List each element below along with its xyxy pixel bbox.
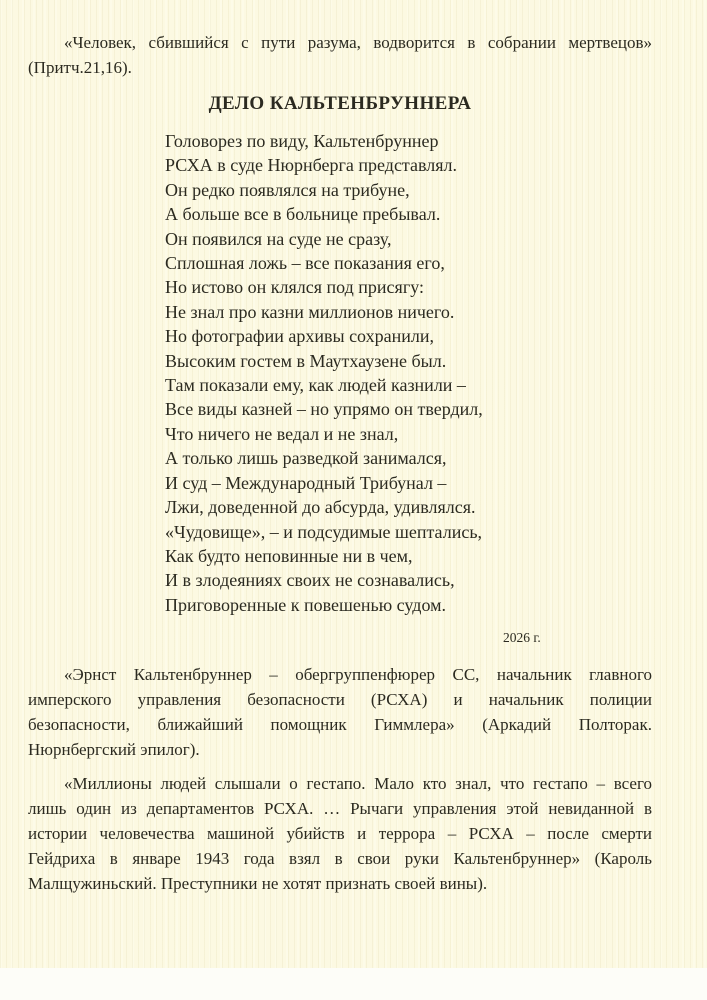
quote-line: истории человечества машиной убийств и террора – РСХА – после смерти — [28, 824, 652, 844]
poem-line: И в злодеяниях своих не сознавались, — [165, 570, 455, 591]
poem-line: Как будто неповинные ни в чем, — [165, 545, 413, 566]
quote-line: «Эрнст Кальтенбруннер – обергруппенфюрер СС, начальник главного — [64, 665, 652, 685]
poem-line: Там показали ему, как людей казнили – — [165, 375, 466, 396]
poem-line: Лжи, доведенной до абсурда, удивлялся. — [165, 497, 476, 518]
poem-line: Что ничего не ведал и не знал, — [165, 423, 399, 444]
poem-line: А только лишь разведкой занимался, — [165, 448, 447, 469]
poem — [165, 129, 652, 617]
poem-line: И суд – Международный Трибунал – — [165, 472, 447, 493]
poem-line: Он редко появлялся на трибуне, — [165, 179, 410, 200]
poem-line: Головорез по виду, Кальтенбруннер — [165, 131, 439, 151]
epigraph-line: «Человек, сбившийся с пути разума, водворится в собрании мертвецов» — [64, 33, 652, 52]
poem-line: Все виды казней – но упрямо он твердил, — [165, 399, 483, 420]
quote-line: Малщужиньский. Преступники не хотят признать своей вины). — [28, 874, 488, 894]
quote-malcuzynski — [28, 771, 652, 896]
poem-line: Не знал про казни миллионов ничего. — [165, 301, 455, 322]
quote-line: Нюрнбергский эпилог). — [28, 740, 200, 760]
quote-poltorak — [28, 662, 652, 762]
page-title: ДЕЛО КАЛЬТЕНБРУННЕРА — [208, 93, 472, 114]
poem-line: Приговоренные к повешенью судом. — [165, 594, 447, 615]
quote-line: лишь один из департаментов РСХА. … Рычаги управления этой невиданной в — [28, 799, 652, 819]
poem-line: РСХА в суде Нюрнберга представлял. — [165, 155, 458, 176]
poem-line: А больше все в больнице пребывал. — [165, 204, 441, 225]
poem-line: Сплошная ложь – все показания его, — [165, 253, 445, 274]
poem-line: «Чудовище», – и подсудимые шептались, — [165, 521, 483, 542]
quote-line: безопасности, ближайший помощник Гиммлера» (Аркадий Полторак. — [28, 715, 652, 735]
quote-line: «Миллионы людей слышали о гестапо. Мало кто знал, что гестапо – всего — [64, 774, 652, 794]
poem-line: Но истово он клялся под присягу: — [165, 277, 424, 298]
poem-line: Он появился на суде не сразу, — [165, 228, 392, 249]
poem-line: Но фотографии архивы сохранили, — [165, 326, 434, 347]
epigraph-line: (Притч.21,16). — [28, 58, 132, 77]
poem-line: Высоким гостем в Маутхаузене был. — [165, 350, 447, 371]
quote-line: имперского управления безопасности (РСХА) и начальник полиции — [28, 690, 652, 710]
quote-line: Гейдриха в январе 1943 года взял в свои руки Кальтенбруннер» (Кароль — [28, 849, 652, 869]
poem-date: 2026 г. — [503, 630, 541, 646]
epigraph — [28, 30, 652, 80]
